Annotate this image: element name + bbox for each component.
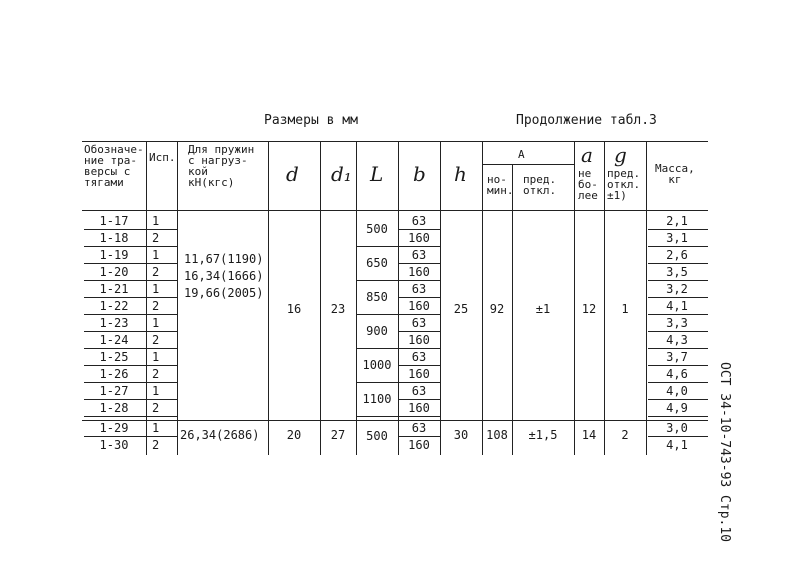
row-isp: 1 — [152, 282, 160, 296]
load-values-group1: 11,67(1190) 16,34(1666) 19,66(2005) — [184, 252, 264, 300]
row-rule — [399, 246, 440, 247]
row-mass: 3,0 — [666, 421, 688, 435]
row-rule — [648, 229, 708, 230]
d1-value-group1: 23 — [330, 302, 346, 316]
row-rule — [147, 229, 177, 230]
row-rule — [399, 348, 440, 349]
row-rule — [147, 436, 177, 437]
l-rule — [357, 348, 398, 349]
row-rule — [399, 297, 440, 298]
row-l-value: 500 — [366, 222, 388, 236]
row-b: 160 — [408, 333, 430, 347]
row-designation: 1-26 — [99, 367, 129, 381]
row-mass: 3,2 — [666, 282, 688, 296]
column-divider — [604, 141, 605, 455]
row-rule — [84, 436, 146, 437]
row-rule — [147, 263, 177, 264]
row-isp: 1 — [152, 421, 160, 435]
d-value-group1: 16 — [286, 302, 302, 316]
group-divider — [82, 420, 708, 421]
row-b: 160 — [408, 299, 430, 313]
row-isp: 1 — [152, 384, 160, 398]
row-designation: 1-24 — [99, 333, 129, 347]
row-b: 63 — [411, 384, 427, 398]
header-bottom-border — [82, 210, 708, 211]
row-l-value: 900 — [366, 324, 388, 338]
column-divider — [482, 141, 483, 455]
row-rule — [399, 365, 440, 366]
row-rule — [147, 246, 177, 247]
header-mass: Масса, кг — [655, 162, 695, 186]
row-rule — [147, 314, 177, 315]
header-d1: d₁ — [331, 162, 352, 186]
row-rule — [648, 280, 708, 281]
row-mass: 4,9 — [666, 401, 688, 415]
row-rule — [648, 399, 708, 400]
row-rule — [84, 416, 146, 417]
row-isp: 2 — [152, 231, 160, 245]
d-value-group2: 20 — [286, 428, 302, 442]
row-mass: 4,1 — [666, 299, 688, 313]
l-rule — [357, 280, 398, 281]
row-designation: 1-29 — [99, 421, 129, 435]
row-isp: 2 — [152, 333, 160, 347]
row-rule — [84, 229, 146, 230]
row-mass: 2,6 — [666, 248, 688, 262]
row-mass: 4,0 — [666, 384, 688, 398]
row-b: 63 — [411, 421, 427, 435]
row-b: 63 — [411, 248, 427, 262]
row-b: 160 — [408, 438, 430, 452]
row-rule — [147, 331, 177, 332]
l-rule — [357, 246, 398, 247]
header-g-sub: пред. откл. ±1) — [607, 167, 641, 202]
header-a-caps: A — [518, 148, 525, 161]
row-mass: 2,1 — [666, 214, 688, 228]
row-designation: 1-18 — [99, 231, 129, 245]
row-mass: 3,7 — [666, 350, 688, 364]
row-mass: 3,3 — [666, 316, 688, 330]
row-b: 63 — [411, 350, 427, 364]
row-rule — [147, 399, 177, 400]
row-rule — [84, 263, 146, 264]
row-mass: 4,1 — [666, 438, 688, 452]
row-rule — [84, 331, 146, 332]
row-rule — [648, 416, 708, 417]
d1-value-group2: 27 — [330, 428, 346, 442]
column-divider — [574, 141, 575, 455]
row-rule — [84, 280, 146, 281]
header-h: h — [454, 162, 467, 186]
row-designation: 1-30 — [99, 438, 129, 452]
row-rule — [147, 297, 177, 298]
row-rule — [399, 314, 440, 315]
row-rule — [84, 297, 146, 298]
row-l-value: 1000 — [362, 358, 392, 372]
l-rule — [357, 416, 398, 417]
row-rule — [147, 280, 177, 281]
header-a-small: a — [581, 143, 593, 167]
row-rule — [648, 263, 708, 264]
row-rule — [147, 416, 177, 417]
row-rule — [84, 382, 146, 383]
a-column-subdivider — [482, 164, 574, 165]
row-rule — [648, 331, 708, 332]
a-small-value-group2: 14 — [581, 428, 597, 442]
column-divider — [320, 141, 321, 455]
row-b: 63 — [411, 282, 427, 296]
row-designation: 1-21 — [99, 282, 129, 296]
row-b: 160 — [408, 401, 430, 415]
row-isp: 2 — [152, 367, 160, 381]
row-mass: 3,1 — [666, 231, 688, 245]
row-l-value: 650 — [366, 256, 388, 270]
table-top-border — [82, 141, 708, 142]
row-designation: 1-22 — [99, 299, 129, 313]
row-rule — [648, 365, 708, 366]
row-mass: 4,3 — [666, 333, 688, 347]
header-d: d — [286, 162, 299, 186]
header-l: L — [370, 162, 384, 186]
row-rule — [399, 416, 440, 417]
row-b: 63 — [411, 214, 427, 228]
sizes-label: Размеры в мм — [264, 113, 358, 128]
row-designation: 1-17 — [99, 214, 129, 228]
row-rule — [84, 365, 146, 366]
row-isp: 2 — [152, 401, 160, 415]
row-rule — [399, 382, 440, 383]
row-rule — [147, 382, 177, 383]
row-isp: 1 — [152, 214, 160, 228]
row-rule — [84, 246, 146, 247]
g-value-group1: 1 — [621, 302, 629, 316]
row-isp: 1 — [152, 248, 160, 262]
column-divider — [177, 141, 178, 455]
header-designation: Обозначе- ние тра- версы с тягами — [84, 143, 144, 189]
row-rule — [399, 399, 440, 400]
row-l-value: 850 — [366, 290, 388, 304]
row-designation: 1-28 — [99, 401, 129, 415]
a-nom-value-group2: 108 — [486, 428, 508, 442]
row-isp: 2 — [152, 299, 160, 313]
row-rule — [84, 348, 146, 349]
row-rule — [648, 348, 708, 349]
row-rule — [84, 399, 146, 400]
row-mass: 3,5 — [666, 265, 688, 279]
row-rule — [399, 331, 440, 332]
row-rule — [84, 314, 146, 315]
row-isp: 1 — [152, 316, 160, 330]
row-designation: 1-25 — [99, 350, 129, 364]
row-isp: 2 — [152, 438, 160, 452]
row-isp: 2 — [152, 265, 160, 279]
document-side-label: ОСТ 34-10-743-93 Стр.10 — [717, 362, 732, 543]
column-divider — [268, 141, 269, 455]
column-divider — [440, 141, 441, 455]
row-designation: 1-19 — [99, 248, 129, 262]
header-g: g — [614, 143, 627, 167]
row-rule — [648, 246, 708, 247]
header-load: Для пружин с нагруз- кой кН(кгс) — [188, 143, 255, 189]
header-isp: Исп. — [149, 151, 176, 164]
row-rule — [399, 436, 440, 437]
row-rule — [648, 297, 708, 298]
h-value-group1: 25 — [453, 302, 469, 316]
row-rule — [399, 280, 440, 281]
header-b: b — [413, 162, 426, 186]
row-rule — [648, 382, 708, 383]
row-rule — [648, 314, 708, 315]
row-rule — [648, 436, 708, 437]
row-b: 160 — [408, 265, 430, 279]
row-designation: 1-27 — [99, 384, 129, 398]
a-nom-value-group1: 92 — [489, 302, 505, 316]
header-a-dev: пред. откл. — [523, 173, 557, 197]
row-l-value: 500 — [366, 429, 388, 443]
h-value-group2: 30 — [453, 428, 469, 442]
row-isp: 1 — [152, 350, 160, 364]
a-dev-value-group1: ±1 — [535, 302, 551, 316]
row-mass: 4,6 — [666, 367, 688, 381]
row-designation: 1-23 — [99, 316, 129, 330]
load-value-group2: 26,34(2686) — [180, 428, 260, 442]
row-b: 63 — [411, 316, 427, 330]
a-small-value-group1: 12 — [581, 302, 597, 316]
continuation-label: Продолжение табл.3 — [516, 113, 657, 128]
row-b: 160 — [408, 231, 430, 245]
row-rule — [147, 365, 177, 366]
a-dev-value-group2: ±1,5 — [528, 428, 558, 442]
row-l-value: 1100 — [362, 392, 392, 406]
row-designation: 1-20 — [99, 265, 129, 279]
l-rule — [357, 314, 398, 315]
header-a-sub: не бо- лее — [578, 167, 598, 202]
row-rule — [399, 263, 440, 264]
row-rule — [147, 348, 177, 349]
header-a-nom: но- мин. — [487, 173, 514, 197]
g-value-group2: 2 — [621, 428, 629, 442]
row-b: 160 — [408, 367, 430, 381]
row-rule — [399, 229, 440, 230]
l-rule — [357, 382, 398, 383]
